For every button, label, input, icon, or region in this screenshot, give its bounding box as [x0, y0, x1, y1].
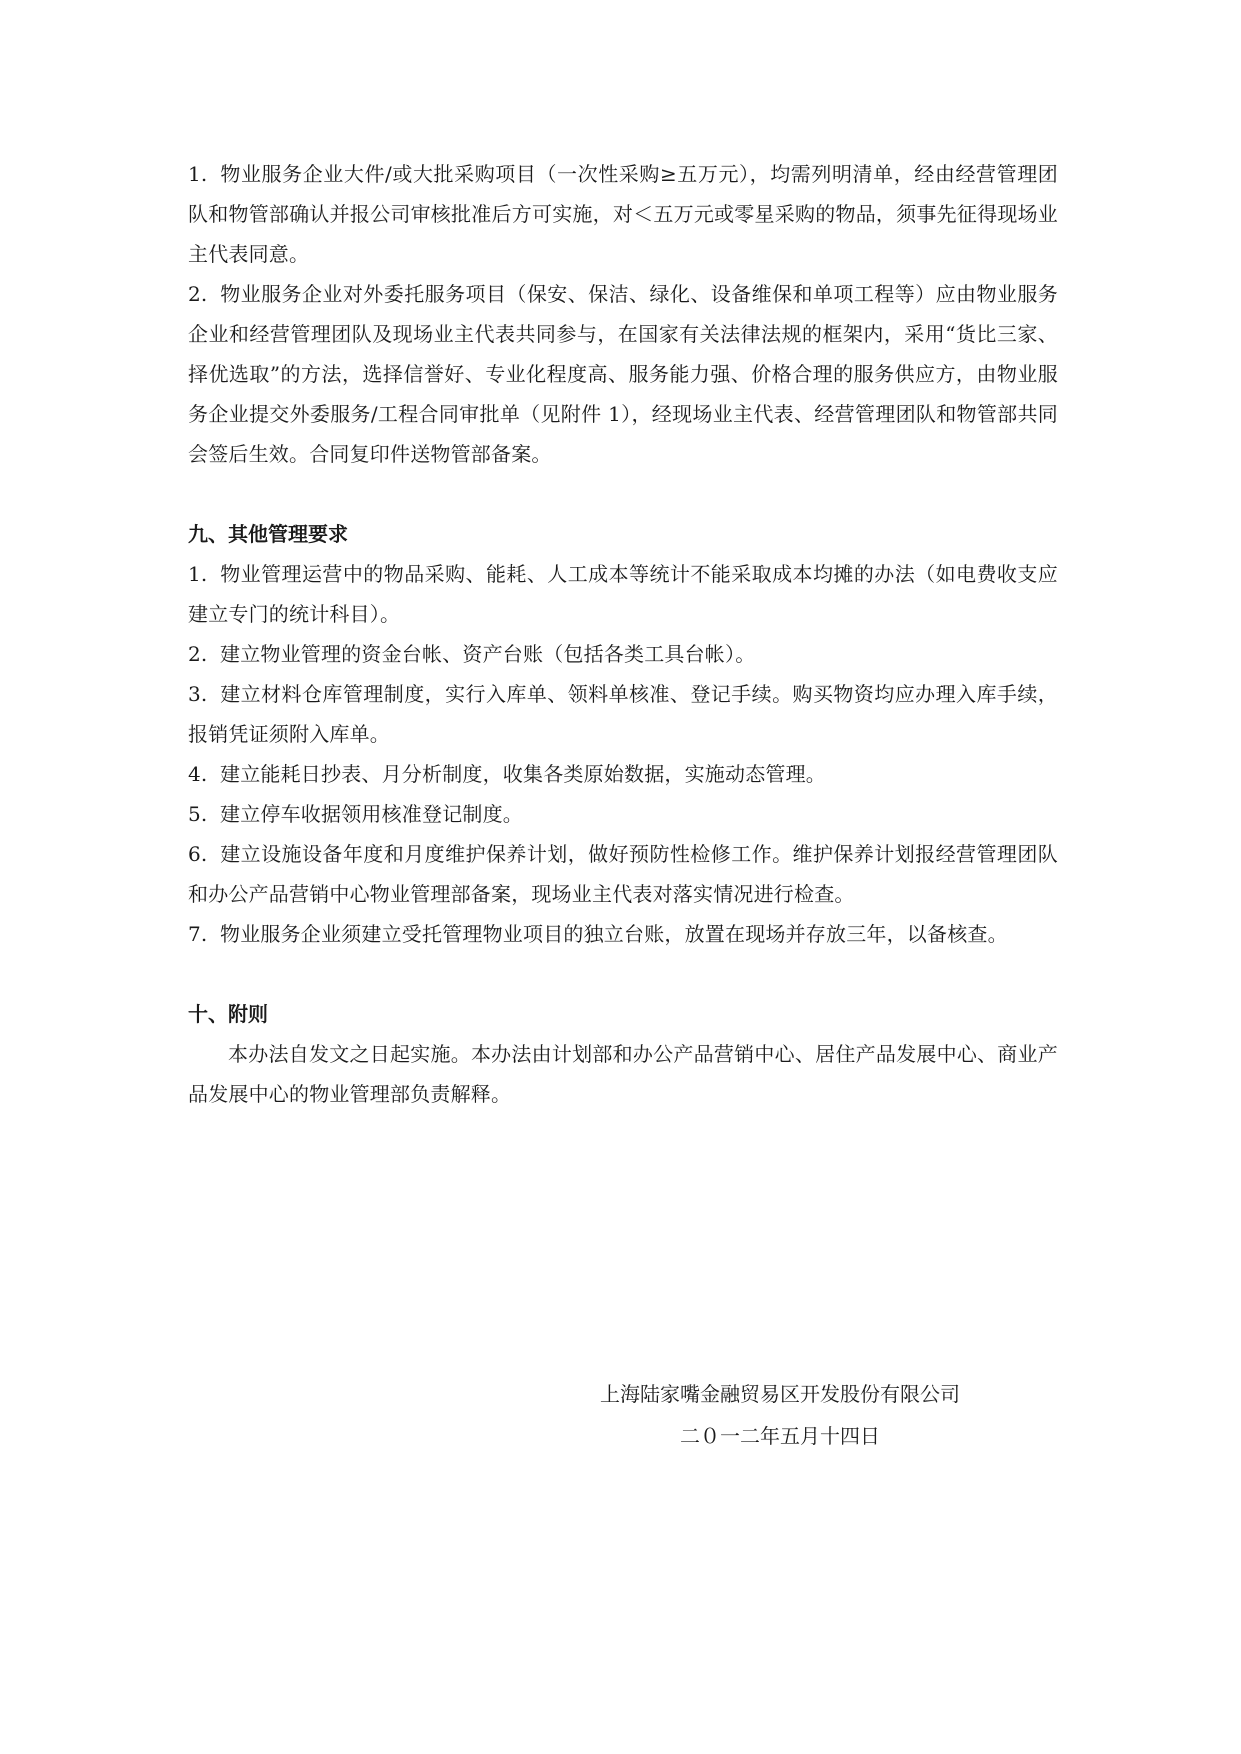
item-text: 建立能耗日抄表、月分析制度，收集各类原始数据，实施动态管理。 [220, 762, 826, 786]
item-number: 7. [188, 922, 208, 946]
item-text: 物业服务企业大件/或大批采购项目（一次性采购≥五万元），均需列明清单，经由经营管理团队和物管部确认并报公司审核批准后方可实施，对＜五万元或零星采购的物品，须事先征得现场业主代表同意。 [188, 162, 1058, 266]
item-number: 1. [188, 562, 208, 586]
section9-item-3 [188, 674, 1058, 754]
section9-item-2 [188, 634, 1058, 674]
section-spacer [188, 474, 1058, 514]
signature-date: 二０一二年五月十四日 [680, 1424, 880, 1448]
signature-company: 上海陆家嘴金融贸易区开发股份有限公司 [600, 1382, 960, 1406]
item-number: 5. [188, 802, 208, 826]
section9-heading: 九、其他管理要求 [188, 522, 348, 546]
item-text: 建立材料仓库管理制度，实行入库单、领料单核准、登记手续。购买物资均应办理入库手续，报销凭证须附入库单。 [188, 682, 1058, 746]
section9-item-7 [188, 914, 1058, 954]
item-text: 建立设施设备年度和月度维护保养计划，做好预防性检修工作。维护保养计划报经营管理团队和办公产品营销中心物业管理部备案，现场业主代表对落实情况进行检查。 [188, 842, 1058, 906]
item-number: 3. [188, 682, 208, 706]
item-text: 建立物业管理的资金台帐、资产台账（包括各类工具台帐）。 [220, 642, 756, 666]
section8-item-1 [188, 154, 1058, 274]
section9-item-1 [188, 554, 1058, 634]
item-text: 建立停车收据领用核准登记制度。 [220, 802, 523, 826]
section9-item-5 [188, 794, 1058, 834]
item-text: 物业服务企业对外委托服务项目（保安、保洁、绿化、设备维保和单项工程等）应由物业服务企业和经营管理团队及现场业主代表共同参与，在国家有关法律法规的框架内，采用“货比三家、择优选取”的方法，选择信誉好、专业化程度高、服务能力强、价格合理的服务供应方，由物业服务企业提交外委服务/工程合同审批单（见附件 1），经现场业主代表、经营管理团队和物管部共同会签后生效。合同复印件送物管部备案。 [188, 282, 1058, 466]
section10-heading: 十、附则 [188, 1002, 268, 1026]
section9-item-6 [188, 834, 1058, 914]
section-spacer [188, 954, 1058, 994]
item-text: 物业服务企业须建立受托管理物业项目的独立台账，放置在现场并存放三年，以备核查。 [220, 922, 1008, 946]
item-number: 1. [188, 162, 208, 186]
item-number: 4. [188, 762, 208, 786]
item-number: 2. [188, 282, 208, 306]
item-number: 6. [188, 842, 208, 866]
section10-text: 本办法自发文之日起实施。本办法由计划部和办公产品营销中心、居住产品发展中心、商业产品发展中心的物业管理部负责解释。 [188, 1042, 1058, 1106]
section9-item-4 [188, 754, 1058, 794]
item-number: 2. [188, 642, 208, 666]
signature-block [600, 1373, 1000, 1457]
item-text: 物业管理运营中的物品采购、能耗、人工成本等统计不能采取成本均摊的办法（如电费收支应建立专门的统计科目）。 [188, 562, 1058, 626]
section8-item-2 [188, 274, 1058, 474]
document-body [188, 154, 1058, 1114]
